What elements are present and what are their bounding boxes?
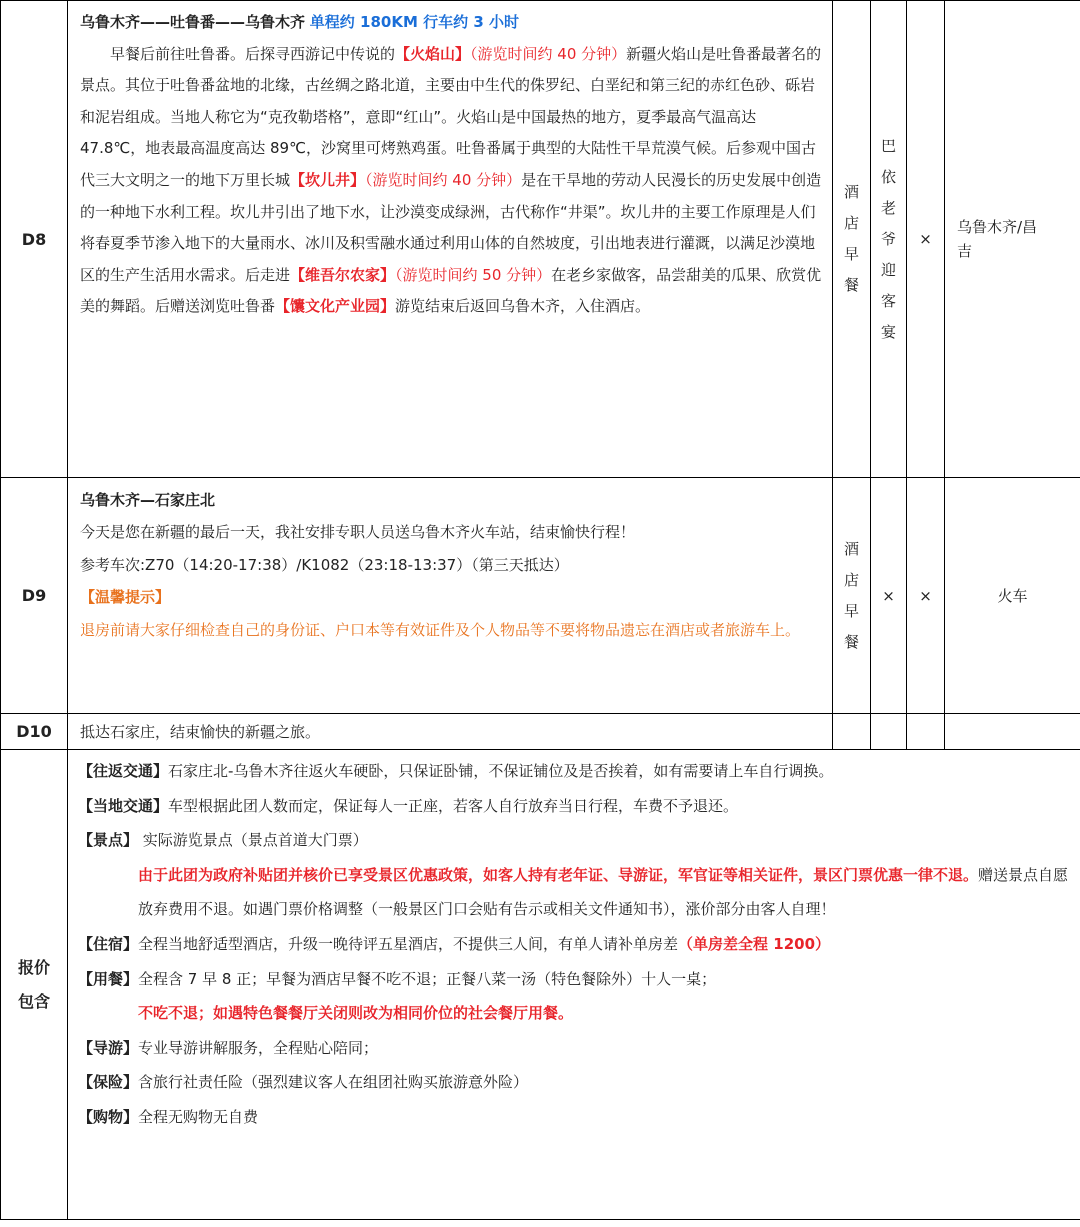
tip-title-d9: 【温馨提示】 [80, 588, 171, 607]
spot-uyghur-farm: 【维吾尔农家】 [290, 265, 396, 284]
row-d8 [1, 1, 1080, 478]
included-local-transport: 【当地交通】车型根据此团人数而定，保证每人一正座，若客人自行放弃当日行程，车费不予退还。 [78, 796, 739, 815]
included-spots: 【景点】 实际游览景点（景点首道大门票） [78, 831, 368, 850]
breakfast-d9: 酒 店 早 餐 [833, 478, 871, 714]
hotel-d8: 乌鲁木齐/昌吉 [945, 1, 1080, 478]
route-title-d8: 乌鲁木齐——吐鲁番——乌鲁木齐 [80, 13, 306, 31]
hotel-d9: 火车 [945, 478, 1080, 714]
spot-huoyanshan: 【火焰山】 [395, 44, 471, 63]
included-content [68, 750, 1080, 1220]
row-d10 [1, 714, 1080, 750]
dinner-d9: × [907, 478, 945, 714]
breakfast-d8: 酒 店 早 餐 [833, 1, 871, 478]
time-huoyanshan: （游览时间约 40 分钟） [470, 44, 627, 63]
included-transport: 【往返交通】石家庄北-乌鲁木齐往返火车硬卧，只保证卧铺，不保证铺位及是否挨着，如有需要请上车自行调换。 [78, 762, 834, 780]
row-included [1, 750, 1080, 1220]
time-uyghur-farm: （游览时间约 50 分钟） [395, 265, 552, 284]
spot-kanerjing: 【坎儿井】 [290, 170, 366, 189]
time-kanerjing: （游览时间约 40 分钟） [365, 170, 522, 189]
included-guide: 【导游】专业导游讲解服务，全程贴心陪同； [78, 1038, 379, 1057]
spot-nang-park: 【馕文化产业园】 [275, 297, 396, 316]
included-label: 报价 包含 [1, 750, 68, 1220]
lunch-d8: 巴 依 老 爷 迎 客 宴 [871, 1, 907, 478]
dinner-d8: × [907, 1, 945, 478]
tip-text-d9: 退房前请大家仔细检查自己的身份证、户口本等有效证件及个人物品等不要将物品遗忘在酒店或者旅游车上。 [80, 620, 801, 639]
description-d8: 早餐后前往吐鲁番。后探寻西游记中传说的【火焰山】（游览时间约 40 分钟）新疆火焰山是吐鲁番最著名的景点。其位于吐鲁番盆地的北缘，古丝绸之路北道，主要由中生代的侏罗纪、白垩纪和第三纪的赤红色砂、砾岩和泥岩组成。当地人称它为“克孜勒塔格”，意即“红山”。火焰山是中国最热的地方，夏季最高气温高达 47.8℃，地表最高温度高达 89℃，沙窝里可烤熟鸡蛋。吐鲁番属于典型的大陆性干旱荒漠气候。后参观中国古代三大文明之一的地下万里长城【坎儿井】（游览时间约 40 分钟）是在干旱地的劳动人民漫长的历史发展中创造的一种地下水利工程。坎儿井引出了地下水，让沙漠变成绿洲，古代称作“井渠”。坎儿井的主要工作原理是人们将春夏季节渗入地下的大量雨水、冰川及积雪融水通过利用山体的自然坡度，引出地表进行灌溉，以满足沙漠地区的生产生活用水需求。后走进【维吾尔农家】（游览时间约 50 分钟）在老乡家做客，品尝甜美的瓜果、欣赏优美的舞蹈。后赠送浏览吐鲁番【馕文化产业园】游览结束后返回乌鲁木齐，入住酒店。 [80, 44, 822, 316]
day-label-d8: D8 [1, 1, 68, 478]
included-spots-policy: 由于此团为政府补贴团并核价已享受景区优惠政策，如客人持有老年证、导游证，军官证等相关证件，景区门票优惠一律不退。赠送景点自愿放弃费用不退。如遇门票价格调整（一般景区门口会贴有告示或相关文件通知书），涨价部分由客人自理！ [138, 865, 1069, 919]
included-insurance: 【保险】含旅行社责任险（强烈建议客人在组团社购买旅游意外险） [78, 1073, 529, 1092]
route-title-d9: 乌鲁木齐—石家庄北 [80, 491, 216, 509]
line2-d9: 参考车次:Z70（14:20-17:38）/K1082（23:18-13:37）（第三天抵达） [80, 555, 569, 574]
row-d9 [1, 478, 1080, 714]
day-label-d9: D9 [1, 478, 68, 714]
day-label-d10: D10 [1, 714, 68, 750]
included-hotel: 【住宿】全程当地舒适型酒店，升级一晚待评五星酒店，不提供三人间，有单人请补单房差（单房差全程 1200） [78, 934, 831, 953]
day-content-d10: 抵达石家庄，结束愉快的新疆之旅。 [68, 714, 833, 750]
lunch-d9: × [871, 478, 907, 714]
included-meals-note: 不吃不退；如遇特色餐餐厅关闭则改为相同价位的社会餐厅用餐。 [138, 1004, 574, 1023]
day-content-d8 [68, 1, 833, 478]
included-shopping: 【购物】全程无购物无自费 [78, 1107, 259, 1126]
included-meals: 【用餐】全程含 7 早 8 正；早餐为酒店早餐不吃不退；正餐八菜一汤（特色餐除外）十人一桌； [78, 969, 717, 988]
distance-note-d8: 单程约 180KM 行车约 3 小时 [309, 13, 519, 31]
day-content-d9 [68, 478, 833, 714]
line1-d9: 今天是您在新疆的最后一天，我社安排专职人员送乌鲁木齐火车站，结束愉快行程！ [80, 523, 636, 542]
